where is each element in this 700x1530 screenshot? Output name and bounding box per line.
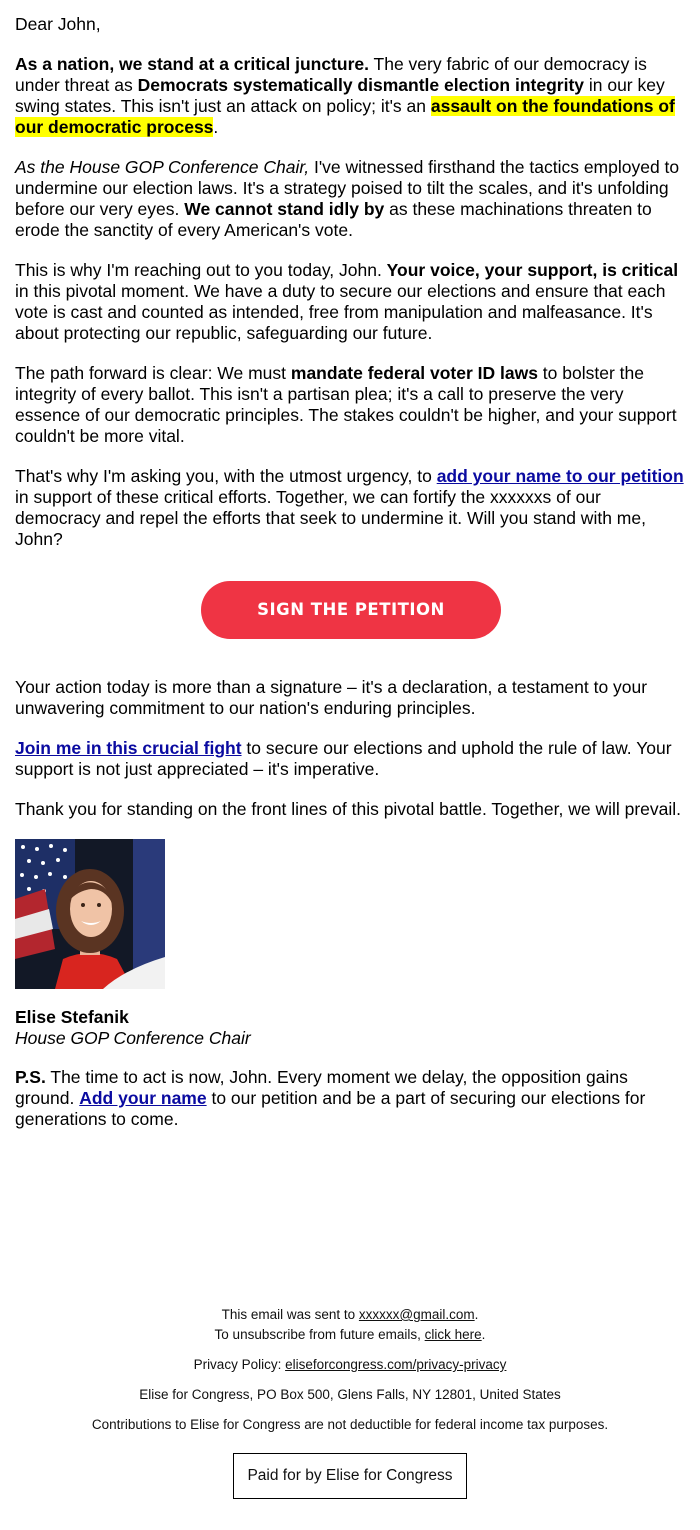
- paragraph-text: as these machinations threaten to erode the sanctity of every American's vote.: [15, 199, 652, 240]
- paragraph-text: .: [213, 117, 219, 137]
- paragraph-text: in our key swing states. This isn't just an attack on policy; it's an: [15, 75, 665, 116]
- paragraph-text: The very fabric of our democracy is under threat as: [15, 54, 647, 95]
- footer-text: Privacy Policy:: [193, 1357, 286, 1372]
- paragraph-text: I've witnessed firsthand the tactics employed to undermine our election laws. It's a strategy poised to tilt the scales, and it's unfolding before our very eyes.: [15, 157, 680, 219]
- footer-text: To unsubscribe from future emails,: [214, 1327, 425, 1342]
- emphasis-text: As a nation, we stand at a critical juncture.: [15, 54, 369, 74]
- add-name-link[interactable]: Add your name: [79, 1088, 207, 1108]
- paragraph-1: [15, 54, 687, 138]
- unsubscribe-link[interactable]: click here: [424, 1327, 482, 1342]
- footer-text: This email was sent to: [221, 1307, 359, 1322]
- emphasis-text: mandate federal voter ID laws: [290, 363, 538, 383]
- emphasis-text: We cannot stand idly by: [184, 199, 385, 219]
- paragraph-text: The path forward is clear: We must: [15, 363, 291, 383]
- italic-text: As the House GOP Conference Chair,: [15, 157, 310, 177]
- emphasis-text: Your voice, your support, is critical: [386, 260, 679, 280]
- signer-title: House GOP Conference Chair: [15, 1028, 251, 1048]
- postscript: [15, 1067, 687, 1130]
- paragraph-text: to bolster the integrity of every ballot. This isn't a partisan plea; it's a call to preserve the very essence of our democratic principles. The stakes couldn't be higher, and your support couldn't be more vital.: [15, 363, 677, 446]
- letter-text-continued: [15, 677, 687, 820]
- paragraph-text: to our petition and be a part of securing our elections for generations to come.: [15, 1088, 646, 1129]
- paragraph-6: Your action today is more than a signature – it's a declaration, a testament to your unwavering commitment to our nation's enduring principles.: [15, 677, 648, 718]
- paragraph-text: to secure our elections and uphold the rule of law. Your support is not just appreciated – it's imperative.: [15, 738, 672, 779]
- paragraph-5: [15, 466, 687, 550]
- sign-petition-button[interactable]: SIGN THE PETITION: [201, 581, 501, 639]
- ps-label: P.S.: [15, 1067, 46, 1087]
- footer-text: .: [474, 1307, 479, 1322]
- privacy-line: [0, 1355, 700, 1375]
- ps-paragraph: [15, 1067, 687, 1130]
- paragraph-text: in this pivotal moment. We have a duty to secure our elections and ensure that each vote is cast and counted as intended, free from manipulation and malfeasance. It's about protecting our republic, safeguarding our future.: [15, 281, 666, 343]
- paragraph-3: [15, 260, 687, 344]
- paragraph-8: Thank you for standing on the front lines of this pivotal battle. Together, we will prevail.: [15, 799, 682, 819]
- paragraph-text: That's why I'm asking you, with the utmost urgency, to: [15, 466, 437, 486]
- tax-disclaimer: Contributions to Elise for Congress are not deductible for federal income tax purposes.: [91, 1417, 609, 1432]
- privacy-policy-link[interactable]: eliseforcongress.com/privacy-privacy: [285, 1357, 507, 1372]
- unsubscribe-line: [0, 1325, 700, 1345]
- signer-name: Elise Stefanik: [15, 1007, 129, 1027]
- sent-to-line: [0, 1305, 700, 1325]
- greeting: Dear John,: [15, 14, 101, 34]
- email-body: [15, 0, 687, 1149]
- highlighted-text: assault on the foundations of our democratic process: [15, 96, 675, 137]
- paragraph-text: in support of these critical efforts. Together, we can fortify the xxxxxxs of our democracy and repel the efforts that seek to undermine it. Will you stand with me, John?: [15, 487, 646, 549]
- mailing-address: Elise for Congress, PO Box 500, Glens Falls, NY 12801, United States: [139, 1387, 561, 1402]
- signer-photo: [15, 839, 165, 989]
- footer-text: .: [481, 1327, 486, 1342]
- letter-text: [15, 0, 687, 550]
- paragraph-text: This is why I'm reaching out to you today, John.: [15, 260, 387, 280]
- paragraph-4: [15, 363, 687, 447]
- paragraph-7: [15, 738, 687, 780]
- email-footer: [0, 1305, 700, 1499]
- paragraph-text: The time to act is now, John. Every moment we delay, the opposition gains ground.: [15, 1067, 628, 1108]
- petition-link[interactable]: add your name to our petition: [436, 466, 684, 486]
- paragraph-2: [15, 157, 687, 241]
- cta-container: [15, 581, 687, 639]
- emphasis-text: Democrats systematically dismantle election integrity: [137, 75, 584, 95]
- paid-for-disclaimer: Paid for by Elise for Congress: [233, 1453, 467, 1499]
- recipient-email-link[interactable]: xxxxxx@gmail.com: [358, 1307, 475, 1322]
- join-fight-link[interactable]: Join me in this crucial fight: [15, 738, 242, 758]
